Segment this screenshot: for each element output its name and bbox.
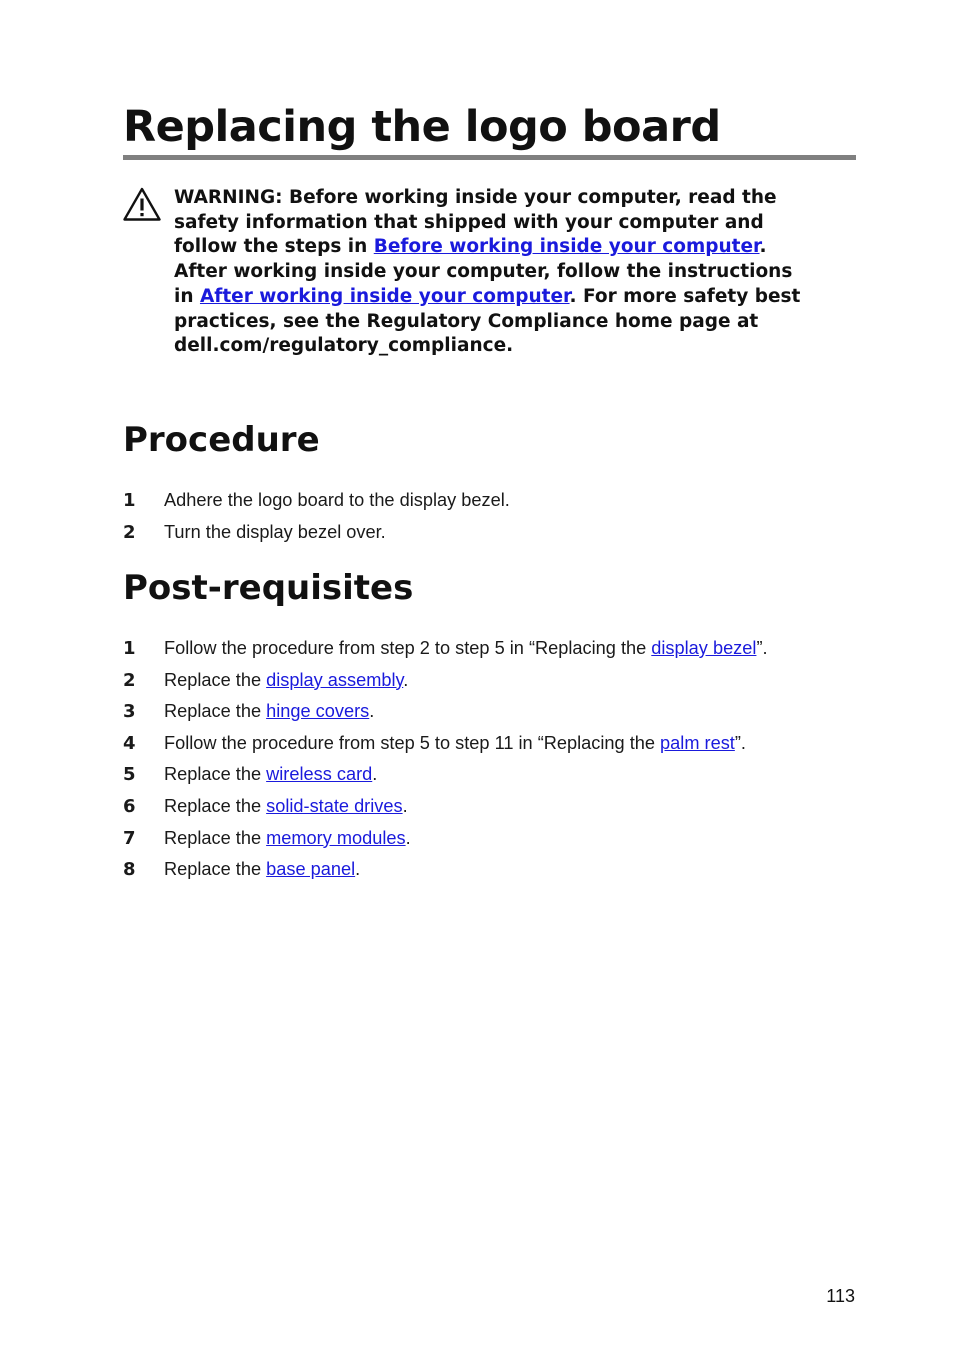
step-number: 1 [123, 490, 136, 511]
step-text: Replace the hinge covers. [164, 701, 375, 722]
hinge-covers-link[interactable]: hinge covers [266, 701, 370, 722]
step-number: 8 [123, 859, 136, 881]
step-number: 4 [123, 732, 136, 754]
step-text: Turn the display bezel over. [164, 521, 386, 542]
list-item [123, 728, 863, 760]
list-item [123, 633, 863, 665]
list-item [123, 665, 863, 697]
page-number: 113 [826, 1286, 855, 1306]
warning-line: dell.com/regulatory_compliance. [174, 335, 514, 357]
list-item [123, 696, 863, 728]
warning-line: in After working inside your computer. For more safety best [174, 285, 801, 307]
step-number: 2 [123, 669, 136, 691]
wireless-card-link[interactable]: wireless card [266, 764, 373, 785]
warning-text [174, 186, 859, 359]
list-item [123, 517, 863, 549]
step-text: Replace the memory modules. [164, 827, 411, 848]
list-item [123, 854, 863, 886]
step-number: 3 [123, 701, 136, 723]
warning-line: safety information that shipped with your computer and [174, 211, 764, 233]
step-number: 1 [123, 638, 136, 659]
step-text: Follow the procedure from step 5 to step 11 in “Replacing the palm rest”. [164, 732, 746, 753]
warning-triangle-icon [123, 187, 161, 221]
warning-line: After working inside your computer, follow the instructions [174, 261, 793, 283]
memory-modules-link[interactable]: memory modules [266, 827, 406, 848]
display-bezel-link[interactable]: display bezel [651, 638, 757, 658]
list-item [123, 485, 863, 517]
warning-line: WARNING: Before working inside your computer, read the [174, 187, 777, 208]
step-text: Replace the display assembly. [164, 669, 409, 690]
step-number: 7 [123, 827, 136, 849]
display-assembly-link[interactable]: display assembly [266, 669, 404, 690]
post-requisites-heading: Post-requisites [123, 568, 414, 608]
page-title: Replacing the logo board [123, 102, 721, 152]
step-text: Replace the wireless card. [164, 764, 378, 785]
post-requisites-steps [123, 633, 863, 886]
warning-line: follow the steps in Before working inside your computer. [174, 236, 767, 258]
list-item [123, 791, 863, 823]
after-working-link[interactable]: After working inside your computer [199, 285, 570, 307]
solid-state-drives-link[interactable]: solid-state drives [266, 795, 403, 816]
step-text: Follow the procedure from step 2 to step 5 in “Replacing the display bezel”. [164, 638, 768, 658]
base-panel-link[interactable]: base panel [266, 859, 356, 880]
step-text: Adhere the logo board to the display bezel. [164, 490, 510, 510]
step-text: Replace the base panel. [164, 859, 361, 880]
step-number: 6 [123, 795, 136, 817]
step-number: 5 [123, 764, 136, 786]
warning-line: practices, see the Regulatory Compliance home page at [174, 310, 759, 332]
list-item [123, 823, 863, 855]
before-working-link[interactable]: Before working inside your computer [373, 236, 760, 258]
procedure-heading: Procedure [123, 420, 320, 460]
step-text: Replace the solid-state drives. [164, 795, 408, 816]
title-underline-rule [123, 155, 856, 160]
list-item [123, 759, 863, 791]
procedure-steps [123, 485, 863, 548]
palm-rest-link[interactable]: palm rest [660, 732, 735, 753]
step-number: 2 [123, 521, 136, 543]
